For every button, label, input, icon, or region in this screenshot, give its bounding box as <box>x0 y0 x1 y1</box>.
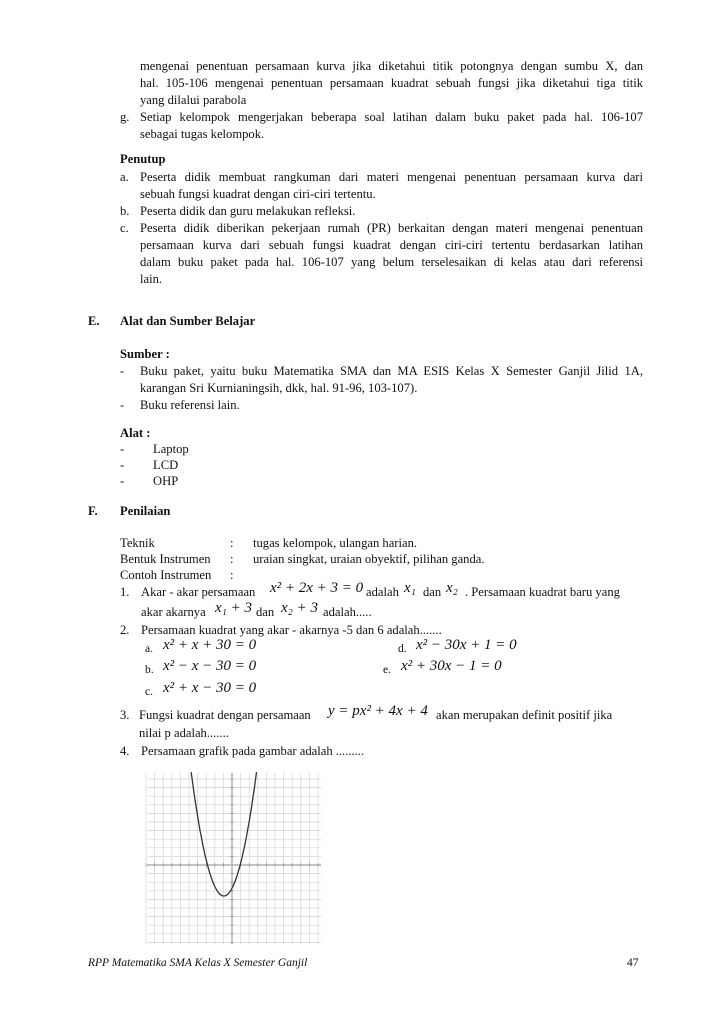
penutup-a-label: a. <box>120 170 129 184</box>
page-number: 47 <box>627 957 639 969</box>
q1-root-1: x₁ + 3 <box>215 600 252 616</box>
g-label: g. <box>120 110 130 124</box>
contoh-colon: : <box>230 568 234 582</box>
q1-text-a: Akar - akar persamaan <box>141 585 256 599</box>
sumber-1-line-1: Buku paket, yaitu buku Matematika SMA dan MA ESIS Kelas X Semester Ganjil Jilid 1A, <box>140 364 643 378</box>
penutup-a-line-2: sebuah fungsi kuadrat dengan ciri-ciri tertentu. <box>140 187 376 201</box>
sumber-dash-1: - <box>120 364 125 378</box>
cont-line-3: yang dilalui parabola <box>140 93 247 107</box>
option-e-label: e. <box>383 664 391 676</box>
q3-equation: y = px² + 4x + 4 <box>328 703 428 719</box>
cont-line-2: hal. 105-106 mengenai penentuan persamaan kuadrat sebuah fungsi jika diketahui tiga titik <box>140 76 643 90</box>
section-f-title: Penilaian <box>120 504 171 518</box>
bentuk-colon: : <box>230 552 234 566</box>
sumber-dash-2: - <box>120 398 125 412</box>
q2-number: 2. <box>120 623 130 637</box>
alat-item: Laptop <box>153 442 189 456</box>
q1-text-d: akar akarnya <box>141 605 206 619</box>
penutup-c-line-2: persamaan kurva dari sebuah fungsi kuadrat dengan ciri-ciri tertentu berdasarkan latihan <box>140 238 643 252</box>
penutup-b-line-1: Peserta didik dan guru melakukan refleksi. <box>140 204 356 218</box>
teknik-label: Teknik <box>120 536 155 550</box>
q1-text-b: adalah <box>366 585 399 599</box>
bentuk-label: Bentuk Instrumen <box>120 552 211 566</box>
option-b-label: b. <box>145 664 154 676</box>
alat-dash-1: - <box>120 442 125 456</box>
alat-heading: Alat : <box>120 426 151 440</box>
penutup-c-line-3: dalam buku paket pada hal. 106-107 yang belum terselesaikan di kelas atau dari referensi <box>140 255 643 269</box>
g-line-2: sebagai tugas kelompok. <box>140 127 265 141</box>
penutup-c-label: c. <box>120 221 129 235</box>
option-c: x² + x − 30 = 0 <box>163 680 257 696</box>
alat-dash-3: - <box>120 474 125 488</box>
penutup-a-line-1: Peserta didik membuat rangkuman dari materi mengenai penentuan persamaan kurva dari <box>140 170 643 184</box>
q1-dan: dan <box>423 585 442 599</box>
option-c-label: c. <box>145 686 153 698</box>
q1-number: 1. <box>120 585 130 599</box>
q3-text-a: Fungsi kuadrat dengan persamaan <box>139 708 311 722</box>
q1-text-c: . Persamaan kuadrat baru yang <box>465 585 620 599</box>
q1-root-2: x₂ + 3 <box>281 600 318 616</box>
q1-dan-2: dan <box>256 605 275 619</box>
penutup-b-label: b. <box>120 204 130 218</box>
sumber-2: Buku referensi lain. <box>140 398 240 412</box>
penutup-c-line-4: lain. <box>140 272 163 286</box>
footer-title: RPP Matematika SMA Kelas X Semester Ganjil <box>88 957 308 969</box>
option-b: x² − x − 30 = 0 <box>163 658 257 674</box>
option-a-label: a. <box>145 643 153 655</box>
cont-line-1: mengenai penentuan persamaan kurva jika diketahui titik potongnya dengan sumbu X, dan <box>140 59 643 73</box>
option-e: x² + 30x − 1 = 0 <box>401 658 502 674</box>
contoh-label: Contoh Instrumen <box>120 568 212 582</box>
q1-x1: x₁ <box>404 580 416 596</box>
penutup-c-line-1: Peserta didik diberikan pekerjaan rumah (PR) berkaitan dengan materi mengenai penentuan <box>140 221 643 235</box>
alat-dash-2: - <box>120 458 125 472</box>
teknik-value: tugas kelompok, ulangan harian. <box>253 536 418 550</box>
penutup-heading: Penutup <box>120 152 166 166</box>
alat-item: LCD <box>153 458 179 472</box>
q1-equation: x² + 2x + 3 = 0 <box>270 580 364 596</box>
section-f-label: F. <box>88 504 98 518</box>
q3-number: 3. <box>120 708 130 722</box>
q3-text-c: nilai p adalah....... <box>139 726 229 740</box>
q2-text: Persamaan kuadrat yang akar - akarnya -5 dan 6 adalah....... <box>141 623 442 637</box>
q3-text-b: akan merupakan definit positif jika <box>436 708 613 722</box>
q1-x2: x₂ <box>446 580 458 596</box>
parabola-graph <box>145 770 325 948</box>
option-a: x² + x + 30 = 0 <box>163 637 257 653</box>
teknik-colon: : <box>230 536 234 550</box>
section-e-label: E. <box>88 314 100 328</box>
q4-text: Persamaan grafik pada gambar adalah ......... <box>141 744 365 758</box>
q4-number: 4. <box>120 744 130 758</box>
option-d: x² − 30x + 1 = 0 <box>416 637 517 653</box>
graph-grid <box>146 773 321 944</box>
parabola-curve <box>191 772 256 896</box>
section-e-title: Alat dan Sumber Belajar <box>120 314 256 328</box>
q1-text-e: adalah..... <box>323 605 372 619</box>
option-d-label: d. <box>398 643 407 655</box>
g-line-1: Setiap kelompok mengerjakan beberapa soal latihan dalam buku paket pada hal. 106-107 <box>140 110 643 124</box>
sumber-heading: Sumber : <box>120 347 170 361</box>
alat-item: OHP <box>153 474 179 488</box>
sumber-1-line-2: karangan Sri Kurnianingsih, dkk, hal. 91-96, 103-107). <box>140 381 418 395</box>
bentuk-value: uraian singkat, uraian obyektif, pilihan ganda. <box>253 552 485 566</box>
